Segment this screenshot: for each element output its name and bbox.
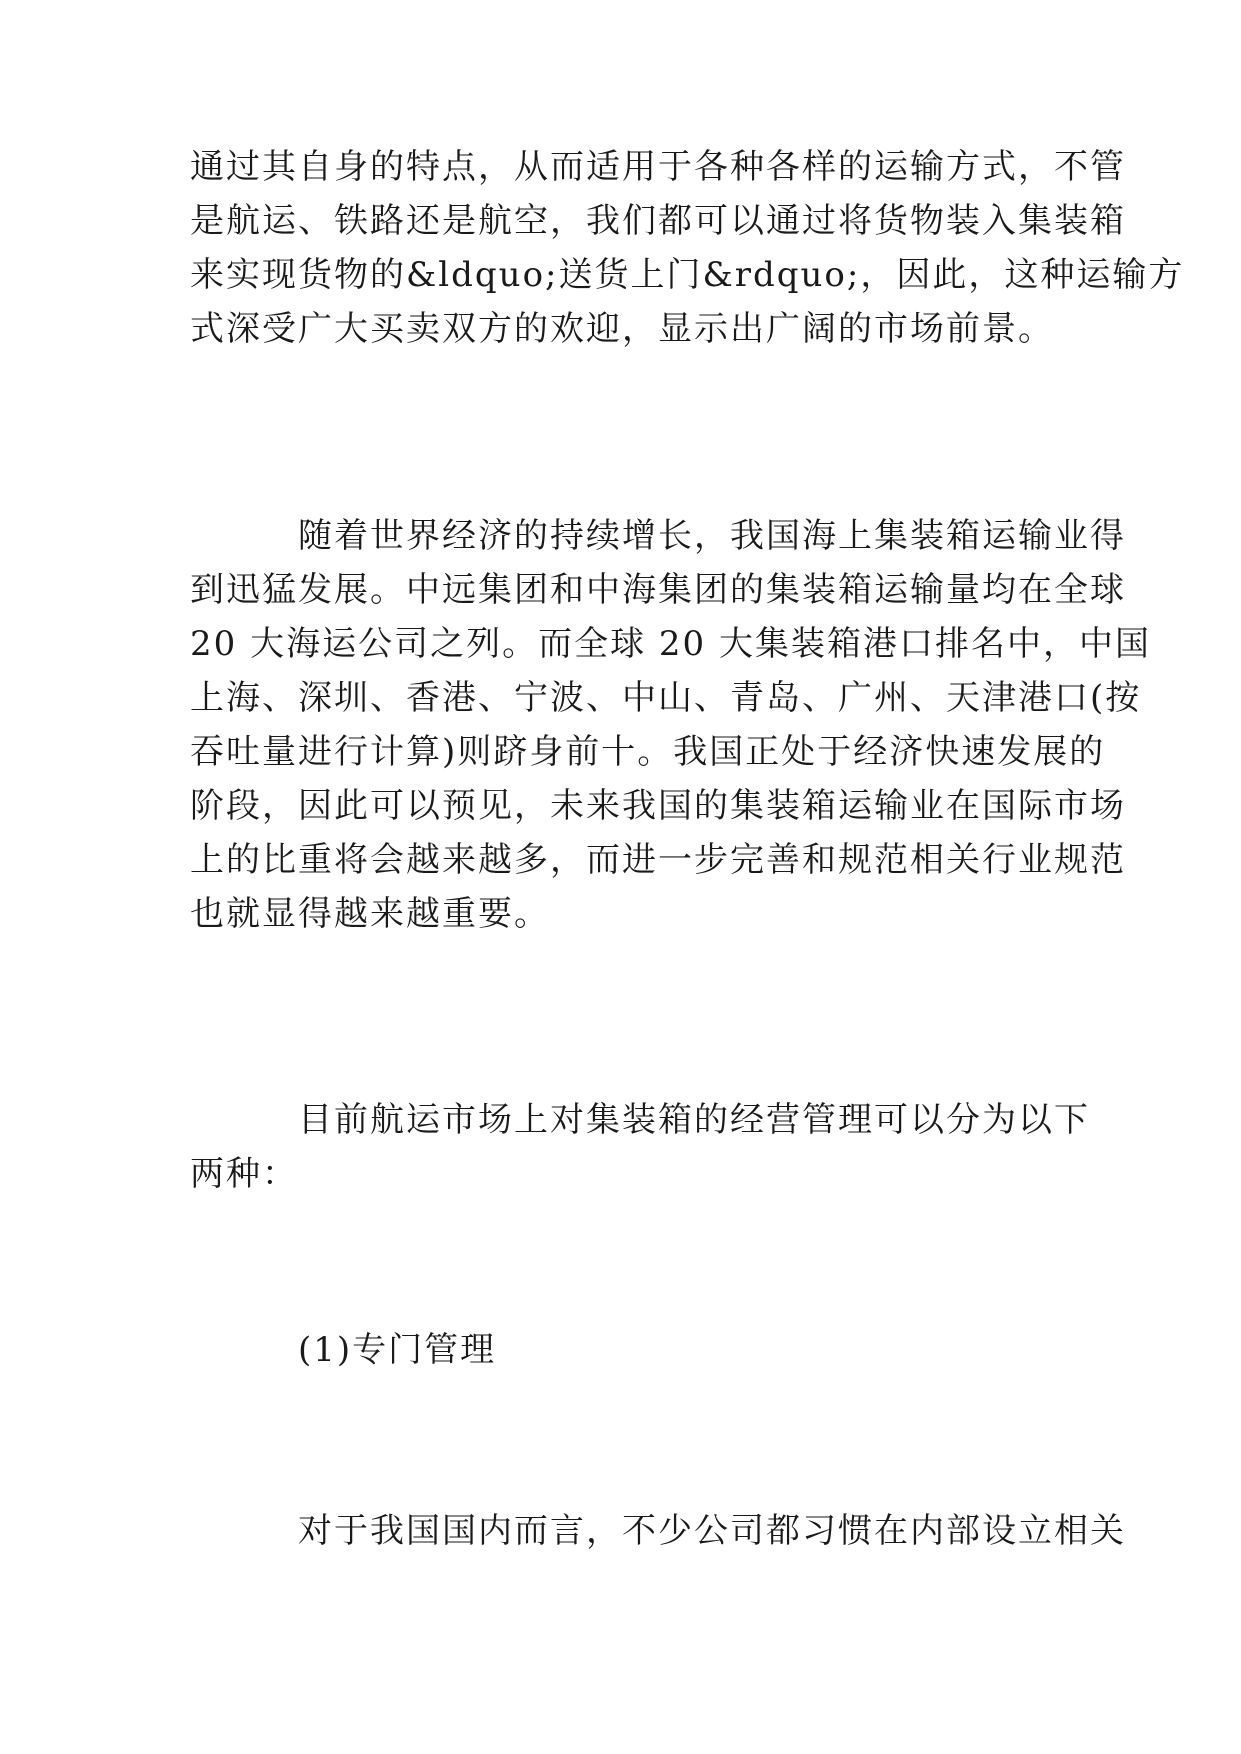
text-line: 吞吐量进行计算)则跻身前十。我国正处于经济快速发展的 <box>190 732 1106 772</box>
text-line: 式深受广大买卖双方的欢迎，显示出广阔的市场前景。 <box>190 309 1054 349</box>
text-line: 两种： <box>190 1154 298 1194</box>
text-line: 阶段，因此可以预见，未来我国的集装箱运输业在国际市场 <box>190 786 1126 826</box>
text-line: 上的比重将会越来越多，而进一步完善和规范相关行业规范 <box>190 840 1126 880</box>
text-line: 通过其自身的特点，从而适用于各种各样的运输方式，不管 <box>190 147 1126 187</box>
text-line: 随着世界经济的持续增长，我国海上集装箱运输业得 <box>298 516 1126 556</box>
text-line: 20 大海运公司之列。而全球 20 大集装箱港口排名中，中国 <box>190 624 1151 664</box>
text-line: 对于我国国内而言，不少公司都习惯在内部设立相关 <box>298 1511 1126 1551</box>
text-line: 也就显得越来越重要。 <box>190 894 550 934</box>
text-line: 是航运、铁路还是航空，我们都可以通过将货物装入集装箱 <box>190 201 1126 241</box>
section-heading: (1)专门管理 <box>298 1330 497 1370</box>
text-line: 到迅猛发展。中远集团和中海集团的集装箱运输量均在全球 <box>190 570 1126 610</box>
text-line: 上海、深圳、香港、宁波、中山、青岛、广州、天津港口(按 <box>190 678 1142 718</box>
text-line: 来实现货物的&ldquo;送货上门&rdquo;，因此，这种运输方 <box>190 255 1185 295</box>
text-line: 目前航运市场上对集装箱的经营管理可以分为以下 <box>298 1100 1090 1140</box>
